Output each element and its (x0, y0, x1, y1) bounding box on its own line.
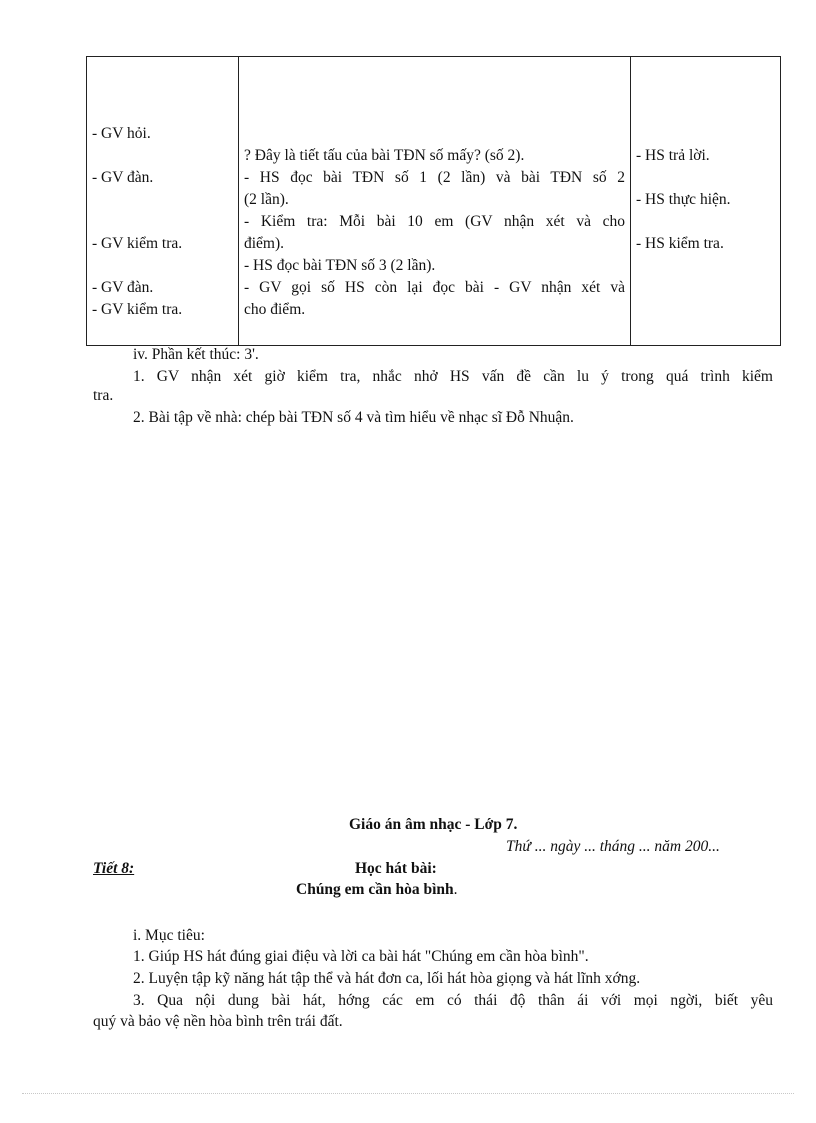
table-row (87, 57, 781, 346)
ending-item-2: 2. Bài tập về nhà: chép bài TĐN số 4 và tìm hiểu về nhạc sĩ Đỗ Nhuận. (133, 409, 574, 426)
student-line: - HS kiểm tra. (636, 235, 724, 252)
teacher-line (92, 211, 233, 233)
page-bottom-rule (22, 1093, 794, 1094)
teacher-line: - GV kiểm tra. (92, 235, 183, 252)
objective-3: 3. Qua nội dung bài hát, hớng các em có thái độ thân ái với mọi ngời, biết yêu (133, 992, 773, 1009)
objective-3-cont: quý và bảo vệ nền hòa bình trên trái đất. (93, 1013, 343, 1030)
student-line (636, 211, 775, 233)
song-title: Chúng em cần hòa bình (296, 881, 454, 898)
student-line (636, 123, 775, 145)
teacher-line (92, 57, 233, 79)
student-line: - HS trả lời. (636, 147, 710, 164)
objective-2: 2. Luyện tập kỹ năng hát tập thể và hát đơn ca, lối hát hòa giọng và hát lĩnh xớng. (133, 970, 641, 987)
student-line (636, 57, 775, 79)
content-line: cho điểm. (244, 301, 306, 318)
teacher-line (92, 255, 233, 277)
student-line: - HS thực hiện. (636, 191, 731, 208)
ending-item-1: 1. GV nhận xét giờ kiểm tra, nhắc nhở HS vấn đề cần lu ý trong quá trình kiểm (133, 368, 773, 385)
lesson-activity-table (86, 56, 781, 346)
song-title-line (296, 880, 458, 900)
teacher-line (92, 101, 233, 123)
content-line: - HS đọc bài TĐN số 3 (2 lần). (244, 257, 436, 274)
content-line: ? Đây là tiết tấu của bài TĐN số mấy? (số 2). (244, 147, 525, 164)
teacher-line (92, 145, 233, 167)
teacher-line: - GV kiểm tra. (92, 301, 183, 318)
content-column (239, 57, 631, 346)
song-title-end: . (453, 881, 458, 898)
teacher-line: - GV đàn. (92, 169, 154, 186)
student-line (636, 167, 775, 189)
teacher-line: - GV hỏi. (92, 125, 151, 142)
ending-item-1-cont: tra. (93, 387, 114, 404)
date-line: Thứ ... ngày ... tháng ... năm 200... (506, 838, 720, 855)
period-label: Tiết 8: (93, 860, 135, 877)
teacher-line (92, 79, 233, 101)
content-line: điểm). (244, 235, 285, 252)
teacher-line: - GV đàn. (92, 279, 154, 296)
teacher-line (92, 189, 233, 211)
student-line (636, 101, 775, 123)
content-line: - HS đọc bài TĐN số 1 (2 lần) và bài TĐN số 2 (244, 169, 625, 186)
objective-1: 1. Giúp HS hát đúng giai điệu và lời ca bài hát "Chúng em cần hòa bình". (133, 948, 589, 965)
content-line: - Kiểm tra: Mỗi bài 10 em (GV nhận xét và cho (244, 213, 625, 230)
student-line (636, 79, 775, 101)
topic-label: Học hát bài: (355, 860, 437, 877)
teacher-activity-column (87, 57, 239, 346)
objectives-heading: i. Mục tiêu: (133, 927, 205, 944)
content-line (244, 123, 625, 145)
ending-heading: iv. Phần kết thúc: 3'. (133, 346, 259, 363)
student-activity-column (631, 57, 781, 346)
content-line (244, 101, 625, 123)
content-line (244, 57, 625, 79)
document-title: Giáo án âm nhạc - Lớp 7. (349, 816, 518, 833)
content-line (244, 79, 625, 101)
content-line: (2 lần). (244, 191, 289, 208)
content-line: - GV gọi số HS còn lại đọc bài - GV nhận xét và (244, 279, 625, 296)
